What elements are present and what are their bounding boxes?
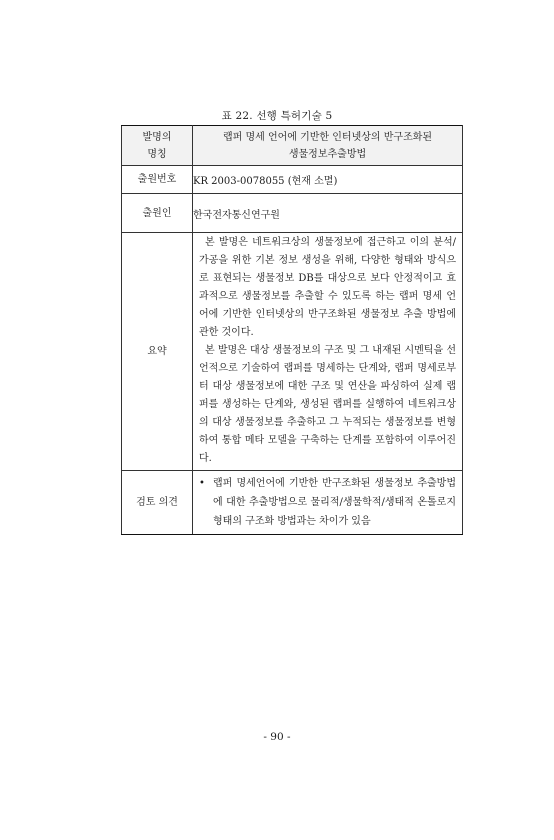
table-caption: 표 22. 선행 특허기술 5 (221, 110, 333, 122)
title-header: 발명의 명칭 (122, 126, 193, 166)
table-row-applicant (122, 194, 463, 233)
review-cell (193, 471, 463, 535)
table-row-title (122, 126, 463, 166)
review-bullet-item (199, 474, 456, 531)
table-row-application-number (122, 166, 463, 194)
review-header: 검토 의견 (122, 471, 193, 535)
summary-header: 요약 (122, 233, 193, 471)
bullet-icon: • (199, 478, 205, 489)
applicant-value: 한국전자통신연구원 (193, 194, 463, 233)
applicant-header: 출원인 (122, 194, 193, 233)
application-number-header: 출원번호 (122, 166, 193, 194)
page-number: - 90 - (263, 731, 291, 743)
table-row-summary (122, 233, 463, 471)
prior-patent-table (121, 125, 463, 535)
title-value: 랩퍼 명세 언어에 기반한 인터넷상의 반구조화된 생물정보추출방법 (193, 126, 463, 166)
review-text: 랩퍼 명세언어에 기반한 반구조화된 생물정보 추출방법에 대한 추출방법으로 물리적/생물학적/생태적 온톨로지 형태의 구조화 방법과는 차이가 있음 (213, 478, 456, 527)
summary-paragraph-2: 본 발명은 대상 생물정보의 구조 및 그 내재된 시멘틱을 선언적으로 기술하여 랩퍼를 명세하는 단계와, 랩퍼 명세로부터 대상 생물정보에 대한 구조 및 연산을 파싱하여 실제 랩퍼를 생성하는 단계와, 생성된 랩퍼를 실행하여 네트워크상의 대상 생물정보를 추출하고 그 누적되는 생물정보를 변형하여 통합 메타 모델을 구축하는 단계를 포함하여 이루어진다. (199, 345, 456, 464)
application-number-value: KR 2003-0078055 (현재 소멸) (193, 166, 463, 194)
table-row-review (122, 471, 463, 535)
summary-paragraph-1: 본 발명은 네트워크상의 생물정보에 접근하고 이의 분석/가공을 위한 기본 정보 생성을 위해, 다양한 형태와 방식으로 표현되는 생물정보 DB를 대상으로 보다 안정적이고 효과적으로 생물정보를 추출할 수 있도록 하는 랩퍼 명세 언어에 기반한 인터넷상의 반구조화된 생물정보 추출 방법에 관한 것이다. (199, 237, 456, 338)
summary-cell (193, 233, 463, 471)
